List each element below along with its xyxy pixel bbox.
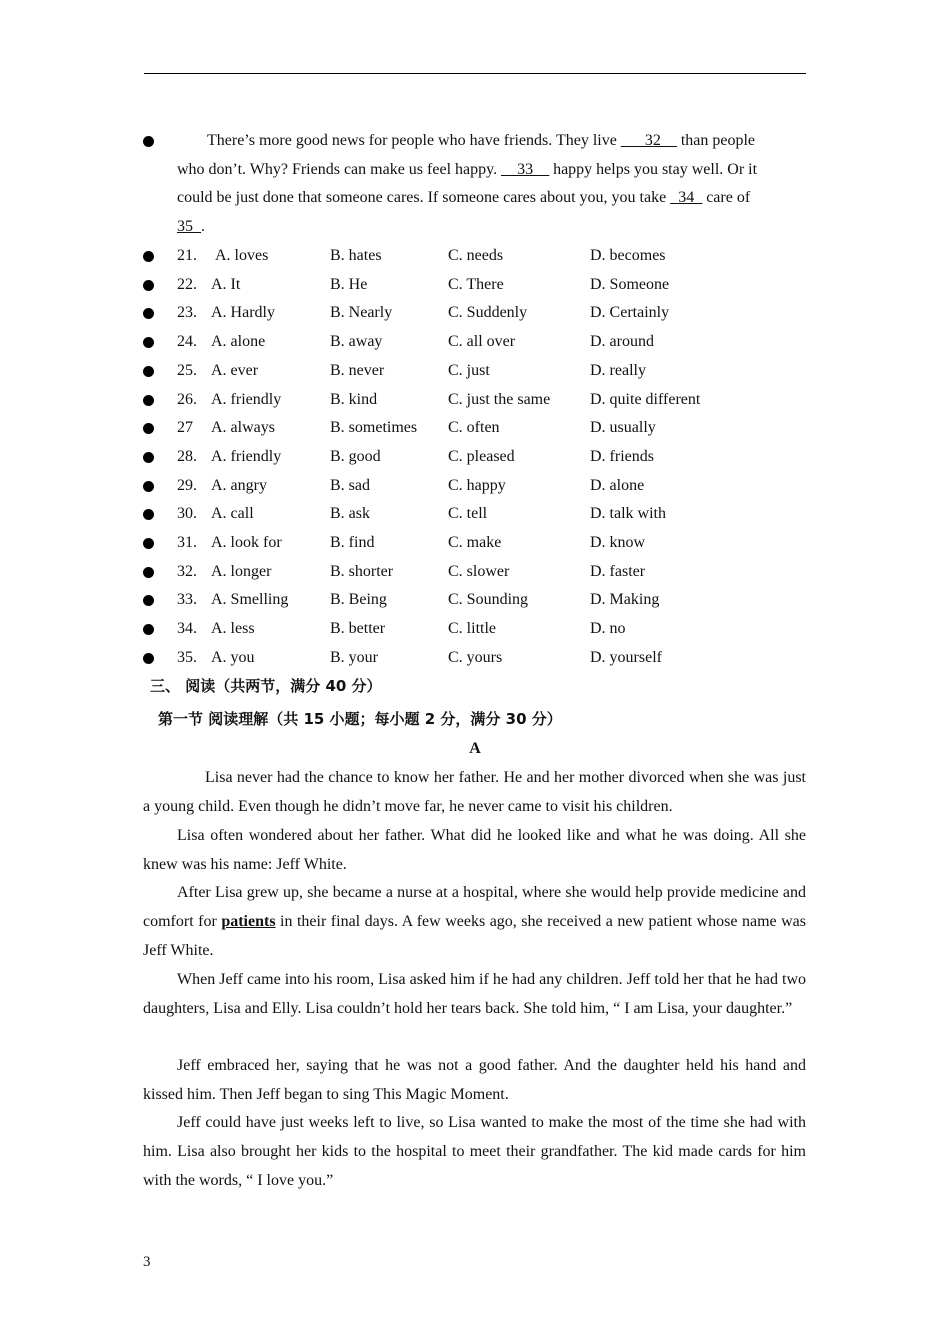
option-b: B. sometimes — [330, 419, 418, 437]
option-c: C. pleased — [448, 447, 515, 465]
option-d: D. faster — [590, 562, 646, 580]
text-run: in their final days. A few weeks ago, she received a new patient whose name was Jeff White. — [143, 913, 806, 959]
option-d: D. usually — [590, 419, 656, 437]
option-a: A. call — [211, 505, 254, 523]
section-title: 三、 阅读（共两节，满分 40 分） — [150, 677, 382, 695]
question-row — [0, 273, 950, 297]
option-c: C. make — [448, 534, 502, 551]
question-row — [0, 560, 950, 584]
question-row — [0, 445, 950, 469]
question-number: 34. — [177, 620, 197, 638]
text-run: . — [201, 218, 205, 235]
cloze-text — [177, 215, 205, 239]
question-row — [0, 416, 950, 440]
reading-paragraph — [143, 763, 806, 821]
bullet-icon — [143, 538, 154, 549]
option-a: A. you — [211, 648, 255, 666]
question-number: 26. — [177, 390, 197, 408]
question-number: 30. — [177, 505, 197, 523]
option-b: B. better — [330, 620, 386, 638]
option-c: C. tell — [448, 505, 488, 523]
passage-label-row — [0, 737, 950, 761]
option-a: A. less — [211, 620, 255, 638]
question-row — [0, 359, 950, 383]
option-a: A. angry — [211, 476, 267, 494]
option-b: B. Being — [330, 591, 387, 609]
option-b: B. hates — [330, 247, 382, 264]
option-a: A. Hardly — [211, 304, 275, 322]
question-row — [0, 617, 950, 641]
option-c: C. yours — [448, 648, 503, 666]
question-row — [0, 301, 950, 325]
question-number: 24. — [177, 333, 197, 351]
option-c: C. Sounding — [448, 591, 529, 609]
bullet-icon — [143, 280, 154, 291]
option-a: A. loves — [215, 247, 269, 264]
option-c: C. needs — [448, 247, 504, 264]
blank-number: 35_ — [177, 218, 201, 235]
page-number: 3 — [143, 1254, 151, 1270]
bullet-icon — [143, 251, 154, 262]
bullet-icon — [143, 308, 154, 319]
option-a: A. alone — [211, 333, 266, 351]
passage-label: A — [469, 740, 481, 757]
bullet-icon — [143, 595, 154, 606]
bullet-icon — [143, 509, 154, 520]
section-title-row — [0, 674, 950, 698]
option-c: C. slower — [448, 562, 510, 580]
option-a: A. friendly — [211, 390, 282, 408]
question-number: 31. — [177, 534, 197, 551]
bullet-icon — [143, 567, 154, 578]
option-c: C. all over — [448, 333, 516, 351]
bullet-icon — [143, 423, 154, 434]
text-run: who don’t. Why? Friends can make us feel happy. — [177, 161, 502, 178]
part-title-row — [0, 707, 950, 731]
reading-paragraph — [143, 1108, 806, 1195]
option-d: D. alone — [590, 476, 645, 494]
option-c: C. There — [448, 275, 504, 293]
option-c: C. often — [448, 419, 500, 437]
question-number: 32. — [177, 562, 197, 580]
option-d: D. talk with — [590, 505, 666, 523]
bullet-icon — [143, 481, 154, 492]
option-b: B. He — [330, 275, 368, 293]
cloze-line-4 — [0, 215, 950, 239]
bullet-icon — [143, 653, 154, 664]
question-number: 25. — [177, 361, 197, 379]
option-b: B. away — [330, 333, 383, 351]
question-number: 27 — [177, 419, 193, 437]
cloze-text — [177, 158, 757, 182]
highlighted-word: patients — [221, 913, 276, 930]
option-b: B. never — [330, 361, 385, 379]
option-c: C. happy — [448, 476, 506, 494]
option-b: B. good — [330, 447, 381, 465]
text-run: than people — [676, 132, 756, 149]
blank-number: __33__ — [501, 161, 550, 178]
text-run: Jeff could have just weeks left to live, so Lisa wanted to make the most of the time she had with him. Lisa also brought her kids to the hospital to meet their grandfather. The kid made cards for him with the words, “ I love you.” — [143, 1114, 806, 1189]
reading-paragraph — [143, 878, 806, 965]
option-b: B. shorter — [330, 562, 394, 580]
question-row — [0, 244, 950, 268]
text-run: When Jeff came into his room, Lisa asked him if he had any children. Jeff told her that he had two daughters, Lisa and Elly. Lisa couldn’t hold her tears back. She told him, “ I am Lisa, your daughter.” — [143, 971, 806, 1017]
text-run: Lisa often wondered about her father. What did he looked like and what he was doing. All she knew was his name: Jeff White. — [143, 827, 806, 873]
question-row — [0, 502, 950, 526]
option-b: B. your — [330, 648, 378, 666]
cloze-text — [207, 129, 755, 153]
option-a: A. It — [211, 275, 241, 293]
question-number: 23. — [177, 304, 197, 322]
option-a: A. always — [211, 419, 275, 437]
option-d: D. Making — [590, 591, 660, 609]
option-b: B. sad — [330, 476, 370, 494]
option-d: D. know — [590, 534, 646, 551]
text-run: There’s more good news for people who have friends. They live — [207, 132, 621, 149]
option-d: D. yourself — [590, 648, 662, 666]
option-c: C. just — [448, 361, 490, 379]
option-d: D. no — [590, 620, 626, 638]
question-number: 29. — [177, 476, 197, 494]
bullet-icon — [143, 366, 154, 377]
text-run: After Lisa grew up, she became a nurse at a hospital, where she would help provide medicine and comfort for — [143, 884, 806, 930]
option-c: C. just the same — [448, 390, 551, 408]
option-d: D. really — [590, 361, 646, 379]
question-number: 21. — [177, 247, 197, 264]
text-run: Jeff embraced her, saying that he was not a good father. And the daughter held his hand and kissed him. Then Jeff began to sing This Magic Moment. — [143, 1057, 806, 1103]
header-rule — [144, 73, 806, 74]
option-d: D. around — [590, 333, 654, 351]
option-a: A. look for — [211, 534, 282, 551]
option-b: B. find — [330, 534, 375, 551]
cloze-text — [177, 186, 750, 210]
option-d: D. Certainly — [590, 304, 670, 322]
text-run: could be just done that someone cares. If someone cares about you, you take — [177, 189, 671, 206]
question-number: 22. — [177, 275, 197, 293]
question-row — [0, 646, 950, 670]
reading-paragraph — [143, 1051, 806, 1109]
bullet-icon — [143, 452, 154, 463]
option-d: D. Someone — [590, 275, 670, 293]
question-row — [0, 588, 950, 612]
reading-paragraph — [143, 965, 806, 1023]
bullet-icon — [143, 337, 154, 348]
cloze-line-3 — [0, 186, 950, 210]
option-b: B. ask — [330, 505, 370, 523]
bullet-icon — [143, 624, 154, 635]
text-run: Lisa never had the chance to know her father. He and her mother divorced when she was just a young child. Even though he didn’t move far, he never came to visit his children. — [143, 769, 806, 815]
option-a: A. longer — [211, 562, 272, 580]
question-row — [0, 330, 950, 354]
question-number: 35. — [177, 648, 197, 666]
question-row — [0, 531, 950, 555]
cloze-line-1 — [0, 129, 950, 153]
question-row — [0, 474, 950, 498]
reading-paragraph — [143, 821, 806, 879]
text-run: happy helps you stay well. Or it — [549, 161, 758, 178]
option-d: D. friends — [590, 447, 654, 465]
question-number: 28. — [177, 447, 197, 465]
option-b: B. kind — [330, 390, 378, 408]
option-c: C. Suddenly — [448, 304, 528, 322]
option-a: A. ever — [211, 361, 259, 379]
question-row — [0, 388, 950, 412]
option-a: A. Smelling — [211, 591, 289, 609]
part-title: 第一节 阅读理解（共 15 小题；每小题 2 分，满分 30 分） — [158, 710, 562, 728]
option-b: B. Nearly — [330, 304, 393, 322]
text-run: care of — [702, 189, 751, 206]
cloze-line-2 — [0, 158, 950, 182]
blank-number: ___32__ — [620, 132, 677, 149]
option-d: D. becomes — [590, 247, 666, 264]
bullet-icon — [143, 136, 154, 147]
option-d: D. quite different — [590, 390, 701, 408]
bullet-icon — [143, 395, 154, 406]
blank-number: _34_ — [670, 189, 703, 206]
question-number: 33. — [177, 591, 197, 609]
option-c: C. little — [448, 620, 496, 638]
option-a: A. friendly — [211, 447, 282, 465]
